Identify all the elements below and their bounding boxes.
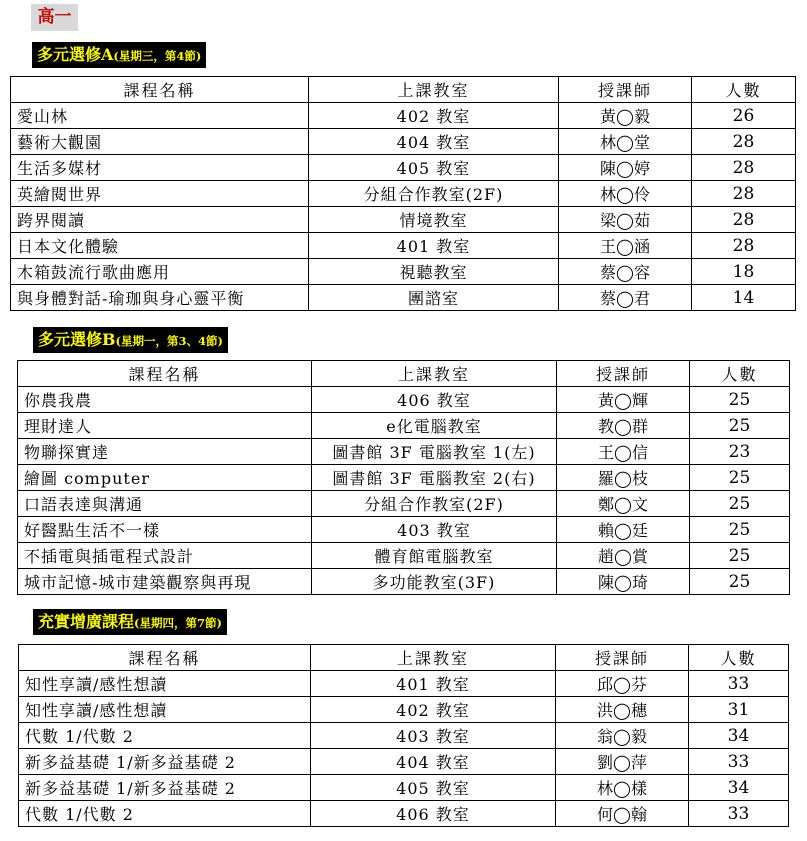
room-cell: 404 教室 bbox=[311, 749, 556, 775]
room-cell: 403 教室 bbox=[312, 517, 557, 543]
table-row bbox=[18, 387, 790, 413]
course-name-cell: 你農我農 bbox=[18, 387, 312, 413]
section-b-name: 多元選修B bbox=[38, 330, 116, 349]
room-cell: 體育館電腦教室 bbox=[312, 543, 557, 569]
course-name-cell: 新多益基礎 1/新多益基礎 2 bbox=[19, 775, 311, 801]
teacher-cell: 洪◯穗 bbox=[556, 697, 689, 723]
course-name-cell: 日本文化體驗 bbox=[11, 233, 309, 259]
room-cell: 405 教室 bbox=[311, 775, 556, 801]
header-row bbox=[11, 77, 796, 103]
count-cell: 31 bbox=[689, 697, 789, 723]
teacher-cell: 蔡◯容 bbox=[559, 259, 692, 285]
section-b-title bbox=[33, 327, 228, 353]
header-count: 人數 bbox=[689, 645, 789, 671]
table-row bbox=[19, 697, 789, 723]
room-cell: 分組合作教室(2F) bbox=[312, 491, 557, 517]
header-teacher: 授課師 bbox=[556, 645, 689, 671]
table-row bbox=[18, 413, 790, 439]
header-teacher: 授課師 bbox=[557, 361, 690, 387]
section-b-table bbox=[17, 360, 790, 595]
count-cell: 18 bbox=[692, 259, 796, 285]
room-cell: 團諮室 bbox=[309, 285, 559, 311]
teacher-cell: 梁◯茹 bbox=[559, 207, 692, 233]
count-cell: 33 bbox=[689, 801, 789, 827]
table-row bbox=[11, 233, 796, 259]
room-cell: 402 教室 bbox=[309, 103, 559, 129]
course-name-cell: 理財達人 bbox=[18, 413, 312, 439]
room-cell: e化電腦教室 bbox=[312, 413, 557, 439]
table-row bbox=[19, 801, 789, 827]
teacher-cell: 邱◯芬 bbox=[556, 671, 689, 697]
header-room: 上課教室 bbox=[311, 645, 556, 671]
count-cell: 25 bbox=[690, 569, 790, 595]
teacher-cell: 蔡◯君 bbox=[559, 285, 692, 311]
course-name-cell: 英繪閱世界 bbox=[11, 181, 309, 207]
table-row bbox=[11, 155, 796, 181]
course-name-cell: 跨界閱讀 bbox=[11, 207, 309, 233]
section-a-schedule: (星期三，第4節) bbox=[113, 49, 202, 63]
table-row bbox=[11, 181, 796, 207]
room-cell: 404 教室 bbox=[309, 129, 559, 155]
header-count: 人數 bbox=[692, 77, 796, 103]
room-cell: 多功能教室(3F) bbox=[312, 569, 557, 595]
room-cell: 406 教室 bbox=[311, 801, 556, 827]
header-course: 課程名稱 bbox=[18, 361, 312, 387]
course-name-cell: 口語表達與溝通 bbox=[18, 491, 312, 517]
table-row bbox=[18, 517, 790, 543]
table-row bbox=[19, 749, 789, 775]
room-cell: 分組合作教室(2F) bbox=[309, 181, 559, 207]
header-room: 上課教室 bbox=[309, 77, 559, 103]
section-c-body bbox=[19, 671, 789, 827]
teacher-cell: 何◯翰 bbox=[556, 801, 689, 827]
table-row bbox=[11, 129, 796, 155]
count-cell: 23 bbox=[690, 439, 790, 465]
teacher-cell: 林◯伶 bbox=[559, 181, 692, 207]
header-row bbox=[19, 645, 789, 671]
teacher-cell: 陳◯琦 bbox=[557, 569, 690, 595]
count-cell: 34 bbox=[689, 723, 789, 749]
teacher-cell: 林◯堂 bbox=[559, 129, 692, 155]
count-cell: 25 bbox=[690, 517, 790, 543]
section-a-name: 多元選修A bbox=[37, 45, 114, 64]
course-name-cell: 繪圖 computer bbox=[18, 465, 312, 491]
count-cell: 28 bbox=[692, 181, 796, 207]
count-cell: 25 bbox=[690, 491, 790, 517]
table-row bbox=[11, 259, 796, 285]
room-cell: 406 教室 bbox=[312, 387, 557, 413]
header-room: 上課教室 bbox=[312, 361, 557, 387]
section-b-schedule: (星期一，第3、4節) bbox=[115, 334, 223, 348]
table-row bbox=[18, 439, 790, 465]
room-cell: 403 教室 bbox=[311, 723, 556, 749]
teacher-cell: 劉◯萍 bbox=[556, 749, 689, 775]
teacher-cell: 林◯樣 bbox=[556, 775, 689, 801]
teacher-cell: 翁◯毅 bbox=[556, 723, 689, 749]
course-name-cell: 與身體對話-瑜珈與身心靈平衡 bbox=[11, 285, 309, 311]
teacher-cell: 王◯涵 bbox=[559, 233, 692, 259]
section-c-schedule: (星期四，第7節) bbox=[134, 616, 222, 630]
teacher-cell: 王◯信 bbox=[557, 439, 690, 465]
course-name-cell: 城市記憶-城市建築觀察與再現 bbox=[18, 569, 312, 595]
room-cell: 401 教室 bbox=[309, 233, 559, 259]
teacher-cell: 趙◯賞 bbox=[557, 543, 690, 569]
teacher-cell: 羅◯枝 bbox=[557, 465, 690, 491]
room-cell: 情境教室 bbox=[309, 207, 559, 233]
table-row bbox=[18, 491, 790, 517]
count-cell: 28 bbox=[692, 129, 796, 155]
count-cell: 14 bbox=[692, 285, 796, 311]
table-row bbox=[19, 775, 789, 801]
header-teacher: 授課師 bbox=[559, 77, 692, 103]
course-name-cell: 好醫點生活不一樣 bbox=[18, 517, 312, 543]
count-cell: 25 bbox=[690, 543, 790, 569]
table-row bbox=[11, 285, 796, 311]
count-cell: 34 bbox=[689, 775, 789, 801]
course-name-cell: 知性享讀/感性想讀 bbox=[19, 671, 311, 697]
section-a-title bbox=[32, 42, 206, 68]
section-c-name: 充實增廣課程 bbox=[38, 612, 135, 631]
section-c-title bbox=[33, 609, 227, 635]
count-cell: 28 bbox=[692, 155, 796, 181]
section-b-body bbox=[18, 387, 790, 595]
room-cell: 圖書館 3F 電腦教室 2(右) bbox=[312, 465, 557, 491]
table-row bbox=[11, 103, 796, 129]
header-course: 課程名稱 bbox=[11, 77, 309, 103]
section-a-table bbox=[10, 76, 796, 311]
teacher-cell: 賴◯廷 bbox=[557, 517, 690, 543]
course-name-cell: 代數 1/代數 2 bbox=[19, 801, 311, 827]
room-cell: 405 教室 bbox=[309, 155, 559, 181]
course-name-cell: 藝術大觀園 bbox=[11, 129, 309, 155]
room-cell: 視聽教室 bbox=[309, 259, 559, 285]
count-cell: 25 bbox=[690, 413, 790, 439]
count-cell: 28 bbox=[692, 233, 796, 259]
room-cell: 402 教室 bbox=[311, 697, 556, 723]
course-name-cell: 生活多媒材 bbox=[11, 155, 309, 181]
table-row bbox=[18, 543, 790, 569]
section-c-table bbox=[18, 644, 789, 827]
teacher-cell: 教◯群 bbox=[557, 413, 690, 439]
grade-title: 高一 bbox=[31, 4, 78, 31]
header-count: 人數 bbox=[690, 361, 790, 387]
count-cell: 25 bbox=[690, 387, 790, 413]
count-cell: 26 bbox=[692, 103, 796, 129]
course-name-cell: 物聯探實達 bbox=[18, 439, 312, 465]
course-name-cell: 新多益基礎 1/新多益基礎 2 bbox=[19, 749, 311, 775]
teacher-cell: 鄭◯文 bbox=[557, 491, 690, 517]
count-cell: 25 bbox=[690, 465, 790, 491]
count-cell: 33 bbox=[689, 749, 789, 775]
room-cell: 401 教室 bbox=[311, 671, 556, 697]
table-row bbox=[19, 671, 789, 697]
count-cell: 28 bbox=[692, 207, 796, 233]
teacher-cell: 陳◯婷 bbox=[559, 155, 692, 181]
header-course: 課程名稱 bbox=[19, 645, 311, 671]
room-cell: 圖書館 3F 電腦教室 1(左) bbox=[312, 439, 557, 465]
table-row bbox=[11, 207, 796, 233]
teacher-cell: 黃◯毅 bbox=[559, 103, 692, 129]
course-name-cell: 知性享讀/感性想讀 bbox=[19, 697, 311, 723]
section-a-body bbox=[11, 103, 796, 311]
table-row bbox=[18, 465, 790, 491]
header-row bbox=[18, 361, 790, 387]
course-name-cell: 不插電與插電程式設計 bbox=[18, 543, 312, 569]
count-cell: 33 bbox=[689, 671, 789, 697]
course-name-cell: 木箱鼓流行歌曲應用 bbox=[11, 259, 309, 285]
course-name-cell: 代數 1/代數 2 bbox=[19, 723, 311, 749]
teacher-cell: 黃◯輝 bbox=[557, 387, 690, 413]
table-row bbox=[18, 569, 790, 595]
course-name-cell: 愛山林 bbox=[11, 103, 309, 129]
table-row bbox=[19, 723, 789, 749]
